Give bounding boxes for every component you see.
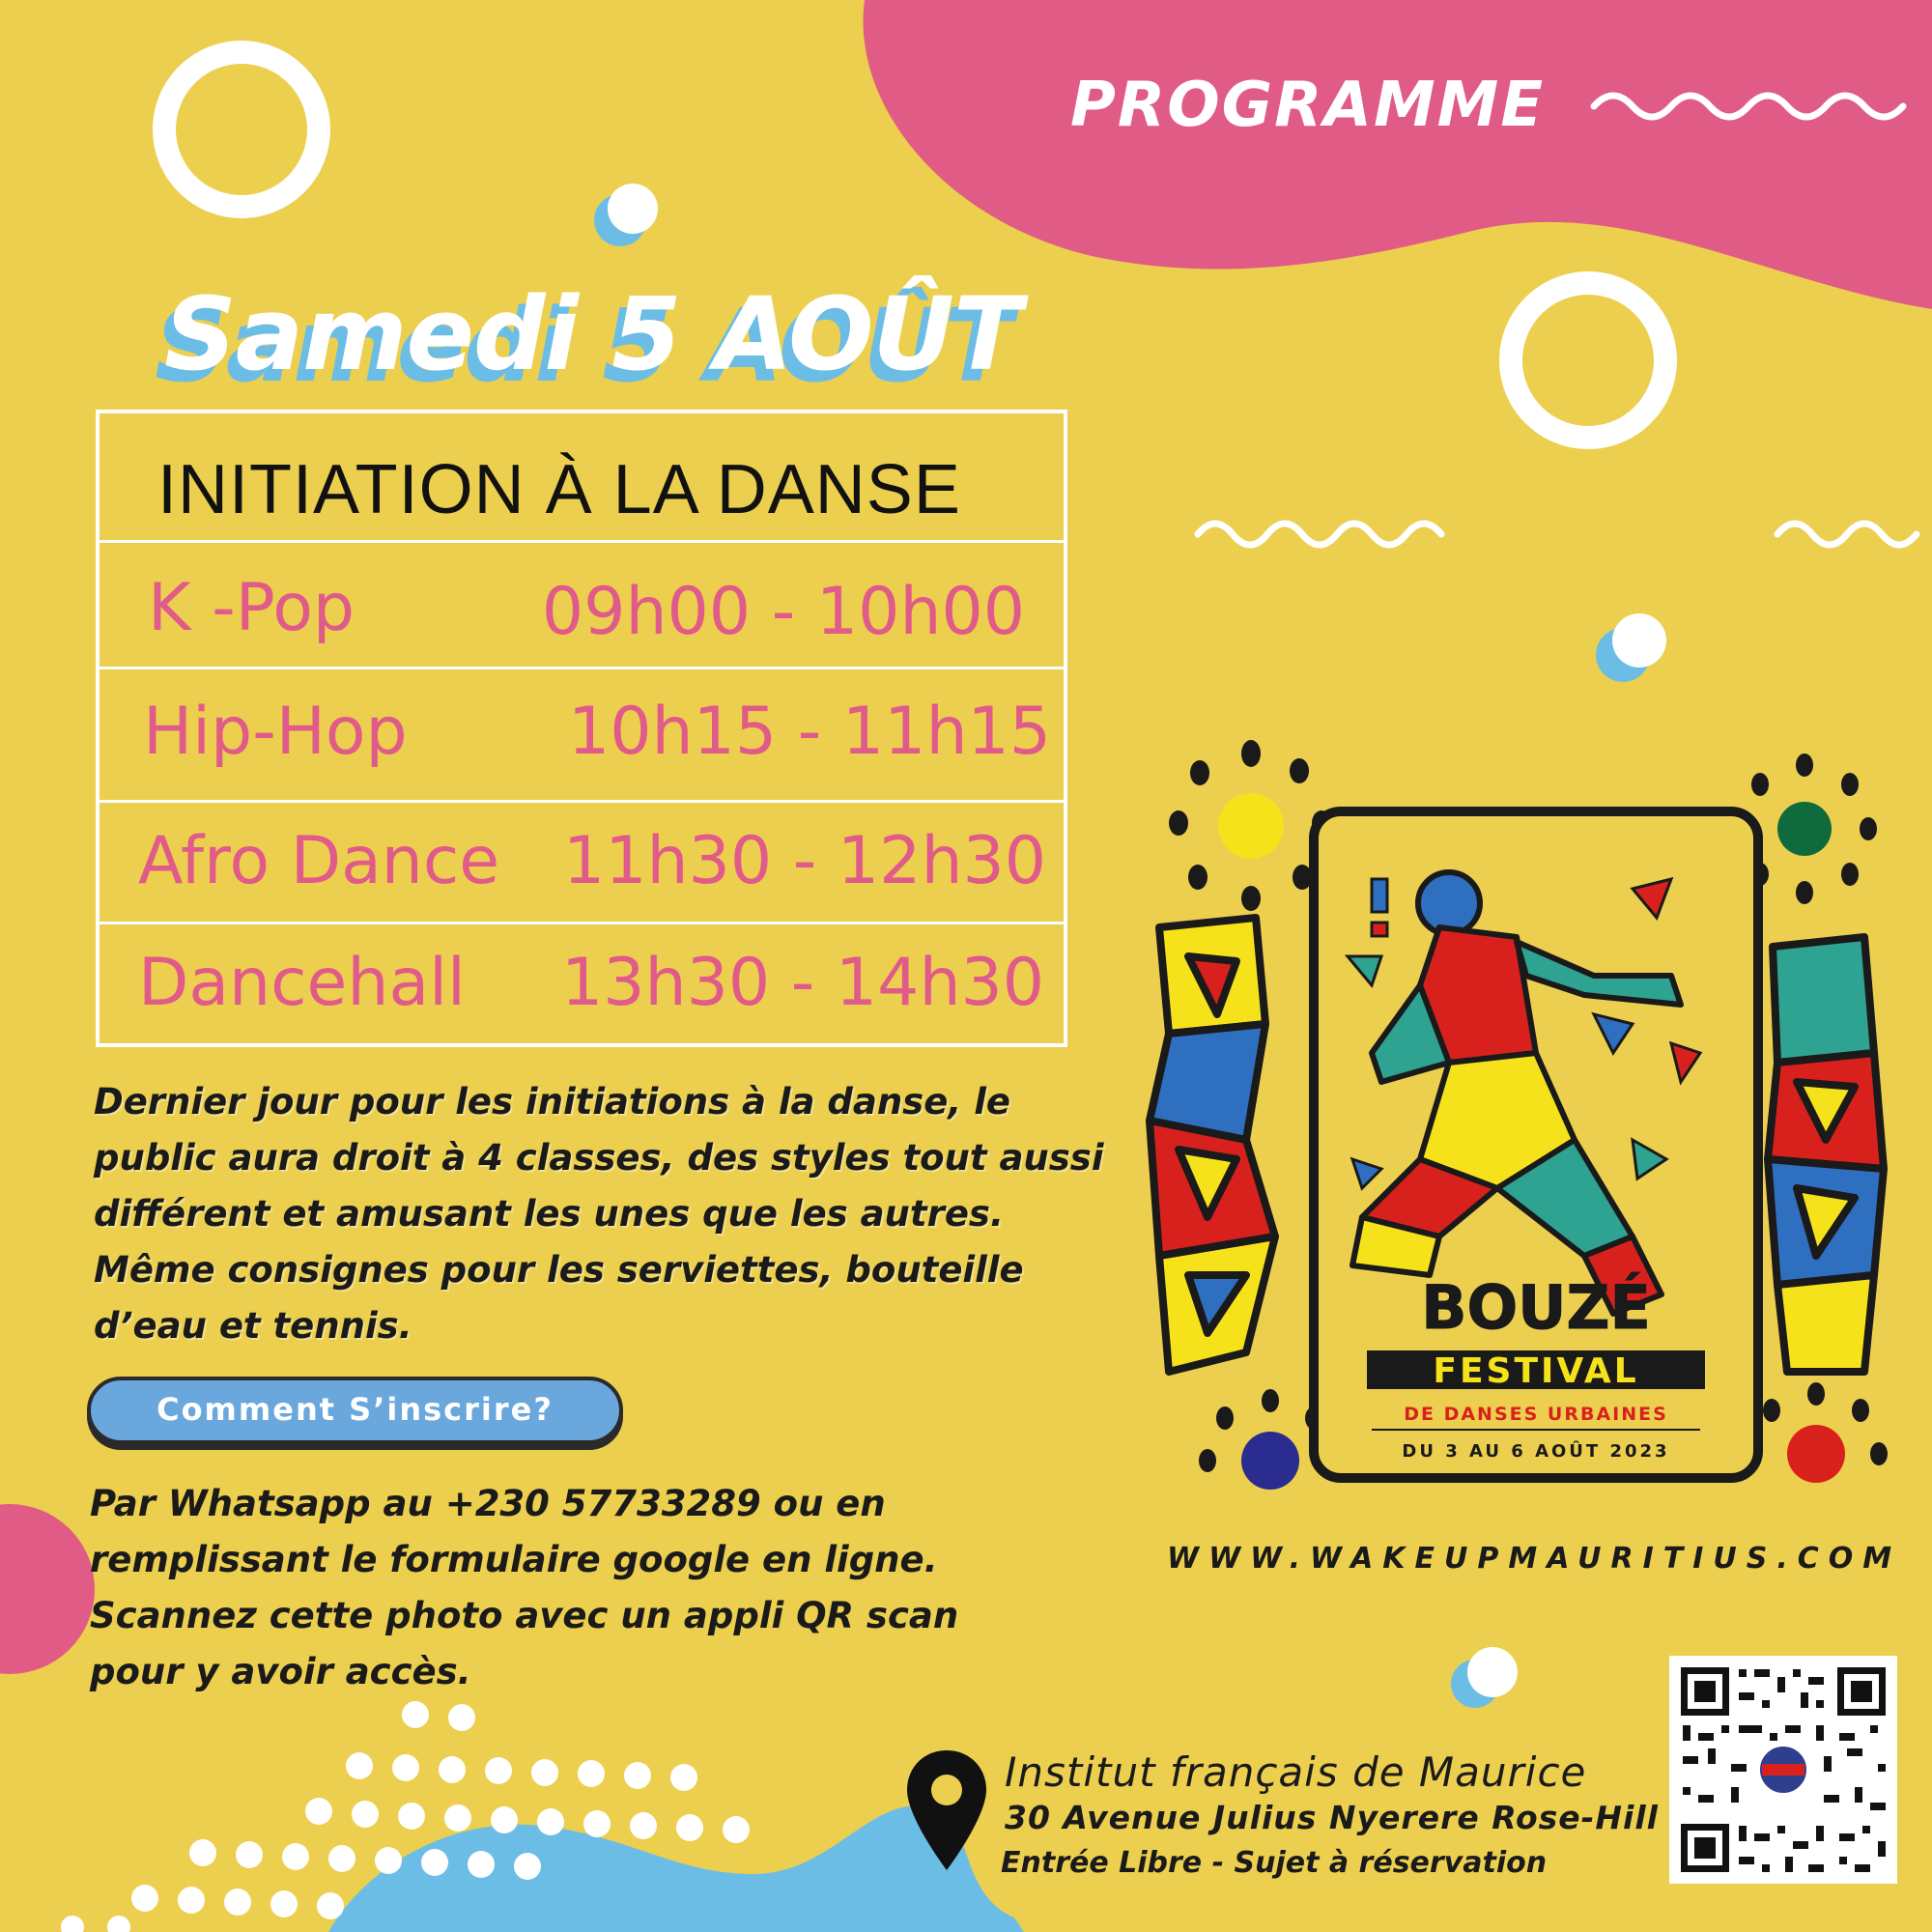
left-mosaic: [1150, 918, 1275, 1372]
schedule-row: [99, 543, 1064, 667]
schedule-row: [99, 800, 1064, 922]
programme-heading: PROGRAMME: [1070, 70, 1546, 141]
how-to-register-button[interactable]: [87, 1377, 623, 1444]
schedule-row: [99, 922, 1064, 1047]
dance-style: Afro Dance: [138, 823, 500, 899]
festival-logo: [1130, 734, 1903, 1497]
schedule-heading-cell: [99, 413, 1064, 543]
schedule-table: [96, 410, 1067, 1047]
logo-subtitle: DE DANSES URBAINES: [1404, 1404, 1668, 1425]
website-url: WWW.WAKEUPMAURITIUS.COM: [1167, 1542, 1902, 1576]
schedule-row: [99, 667, 1064, 800]
logo-dates: DU 3 AU 6 AOÛT 2023: [1402, 1441, 1670, 1462]
registration-instructions: Par Whatsapp au +230 57733289 ou en remplissant le formulaire google en ligne. Scannez cette photo avec un appli QR scan pour y avoir accès.: [90, 1483, 959, 1692]
venue-name: Institut français de Maurice: [1005, 1748, 1587, 1796]
time-slot: 09h00 - 10h00: [541, 574, 1025, 650]
sun-red: [1745, 1382, 1888, 1483]
entry-note: Entrée Libre - Sujet à réservation: [1001, 1846, 1548, 1880]
schedule-heading: INITIATION À LA DANSE: [157, 451, 961, 528]
dance-style: Hip-Hop: [143, 694, 408, 770]
logo-title: BOUZÉ: [1421, 1272, 1651, 1343]
dance-style: K -Pop: [148, 570, 355, 646]
event-description: Dernier jour pour les initiations à la danse, le public aura droit à 4 classes, des styles tout aussi différent et amusant les unes que les autres. Même consignes pour les serviettes, bouteille d’eau et tennis.: [94, 1081, 1104, 1347]
sun-navy: [1199, 1389, 1322, 1490]
date-title: Samedi 5 AOÛT: [164, 275, 1021, 393]
how-to-register-label: Comment S’inscrire?: [156, 1391, 554, 1428]
time-slot: 11h30 - 12h30: [563, 823, 1047, 899]
location-pin-icon: [903, 1747, 990, 1874]
right-mosaic: [1768, 937, 1884, 1372]
sun-yellow: [1169, 740, 1331, 911]
logo-festival: FESTIVAL: [1433, 1351, 1639, 1391]
qr-code[interactable]: [1669, 1656, 1897, 1884]
time-slot: 13h30 - 14h30: [561, 945, 1045, 1021]
venue-address: 30 Avenue Julius Nyerere Rose-Hill: [1005, 1799, 1659, 1836]
dance-style: Dancehall: [138, 945, 466, 1021]
time-slot: 10h15 - 11h15: [568, 694, 1052, 770]
